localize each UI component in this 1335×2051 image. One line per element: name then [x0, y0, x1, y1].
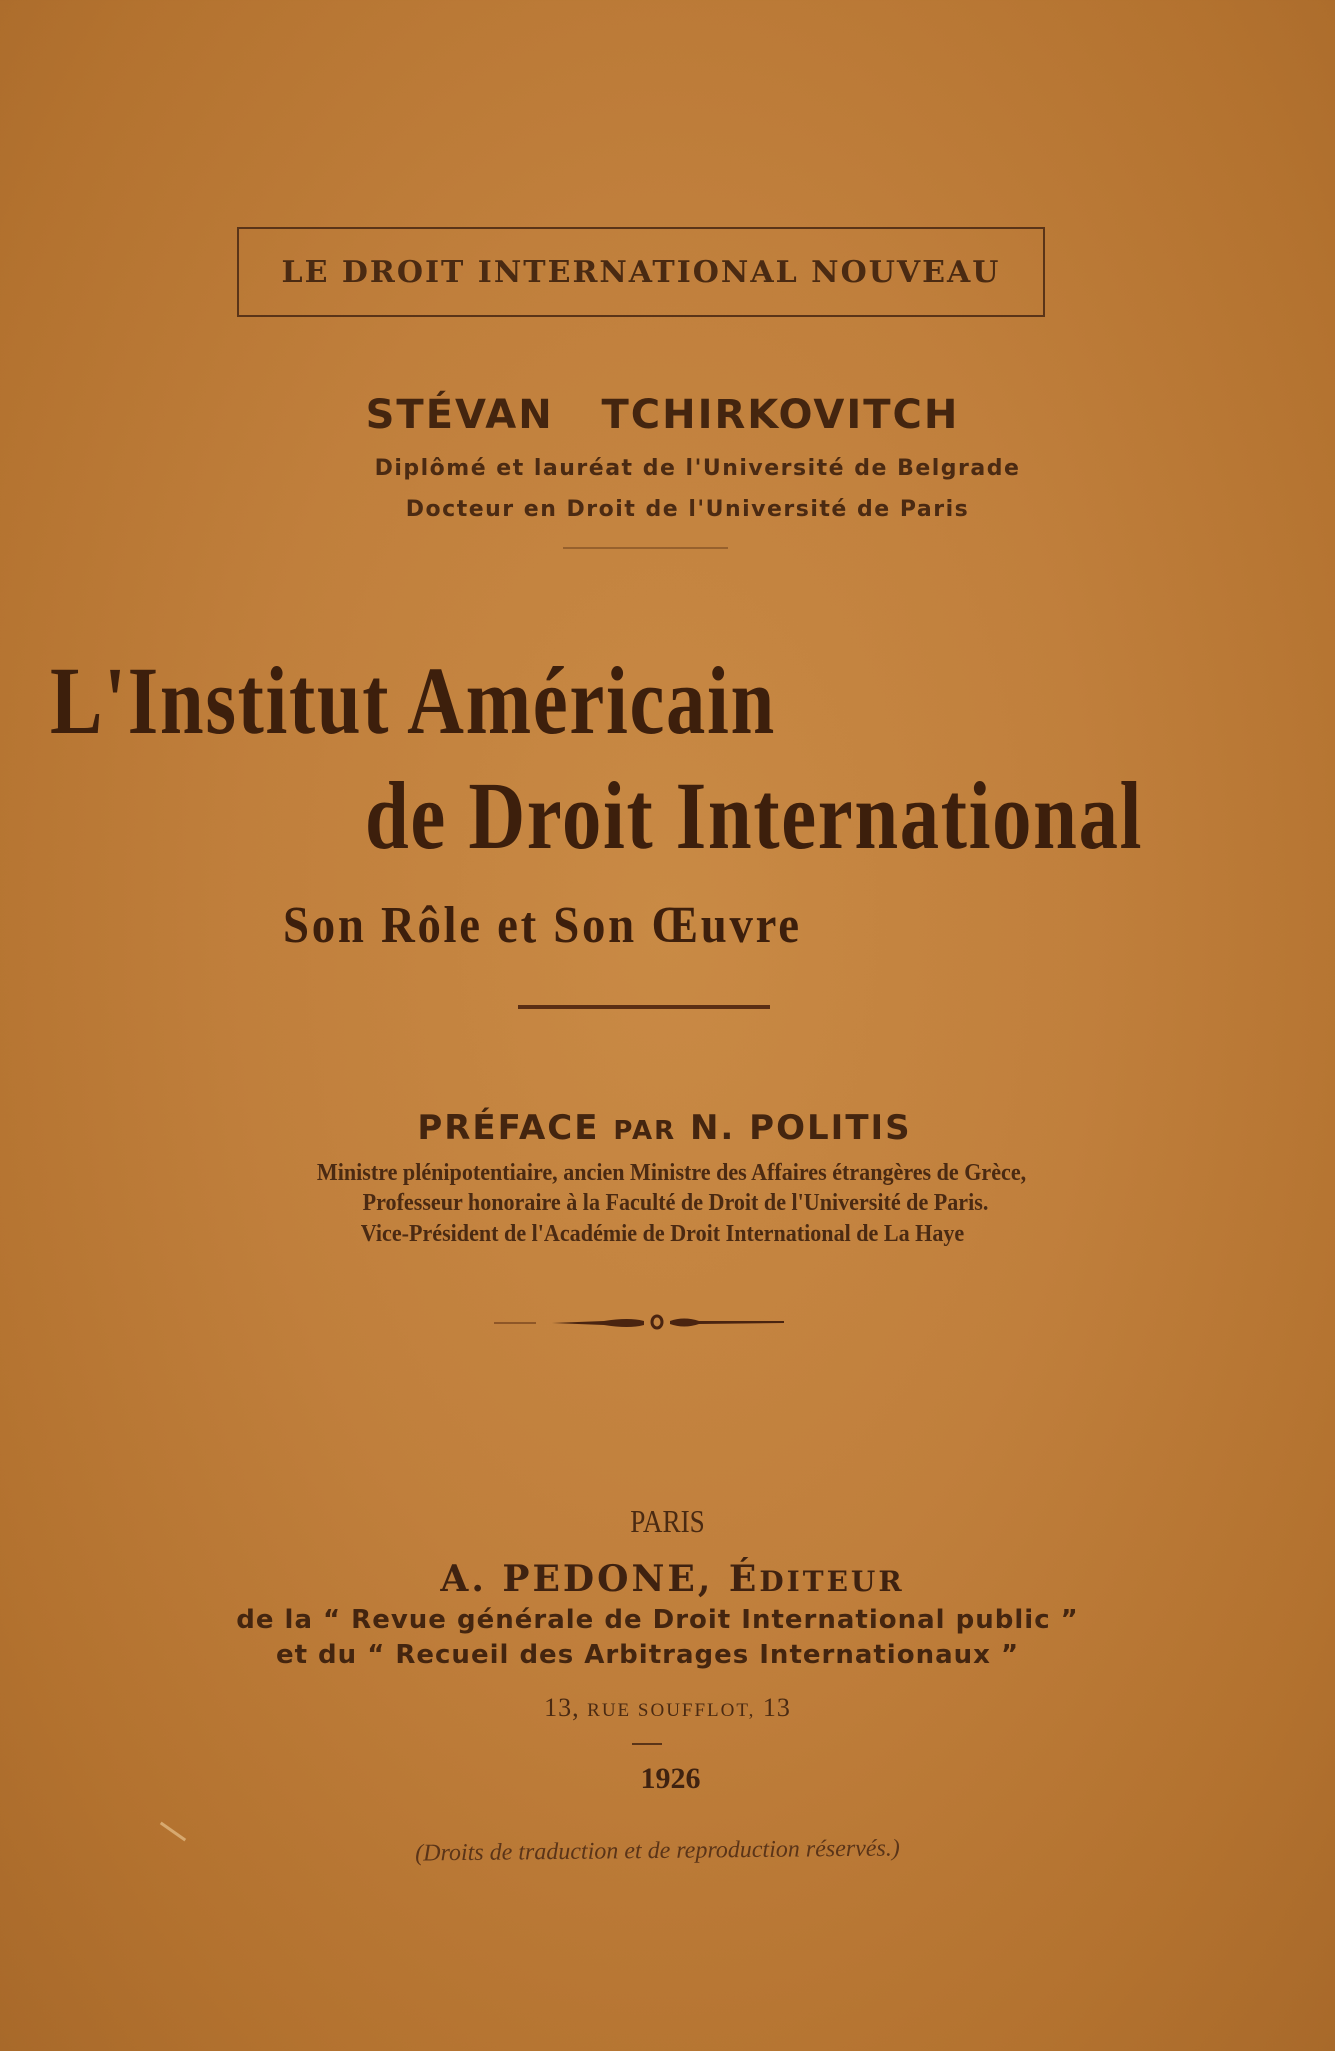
- publisher-address: [0, 1693, 1335, 1723]
- author-name: [0, 392, 1330, 438]
- paper-blemish: [160, 1822, 186, 1842]
- author-credential: Docteur en Droit de l'Université de Paris: [405, 497, 970, 522]
- short-rule-divider: [563, 547, 728, 549]
- author-first-initial: S: [365, 392, 397, 438]
- publication-year: 1926: [640, 1762, 701, 1795]
- publisher-affiliation: de la “ Revue générale de Droit International public ”: [236, 1605, 1079, 1635]
- author-last-name: TCHIRKOVITCH: [601, 392, 960, 438]
- address-number: 13,: [544, 1693, 580, 1722]
- publisher-role-initial: É: [728, 1558, 760, 1600]
- book-title-line-2: de Droit International: [365, 762, 1144, 869]
- series-title: LE DROIT INTERNATIONAL NOUVEAU: [281, 254, 1001, 290]
- preface-author: N. POLITIS: [689, 1108, 912, 1148]
- bold-rule-divider: [518, 1005, 770, 1009]
- book-title-line-1: L'Institut Américain: [50, 647, 776, 754]
- publisher-affiliation: et du “ Recueil des Arbitrages Internationaux ”: [275, 1640, 1020, 1670]
- address-number: 13: [762, 1693, 791, 1722]
- preface-label: PRÉFACE: [417, 1108, 600, 1148]
- preface-par: PAR: [613, 1116, 677, 1146]
- series-banner: [237, 227, 1045, 317]
- author-first-rest: TÉVAN: [396, 392, 554, 438]
- preface-credit: [0, 1108, 1332, 1148]
- tiny-rule-divider: [632, 1743, 662, 1745]
- preface-author-title: Professeur honoraire à la Faculté de Droit de l'Université de Paris.: [362, 1190, 989, 1216]
- fleuron-ornament-icon: [494, 1310, 794, 1334]
- publisher: [5, 1558, 1335, 1600]
- address-street: RUE SOUFFLOT,: [587, 1700, 756, 1721]
- rights-notice: (Droits de traduction et de reproduction réservés.): [415, 1835, 900, 1867]
- preface-author-title: Ministre plénipotentiaire, ancien Ministre des Affaires étrangères de Grèce,: [316, 1160, 1027, 1186]
- preface-author-title: Vice-Président de l'Académie de Droit International de La Haye: [360, 1221, 965, 1247]
- publisher-name: A. PEDONE,: [440, 1558, 714, 1600]
- publication-city: PARIS: [630, 1503, 705, 1539]
- book-subtitle: Son Rôle et Son Œuvre: [283, 897, 802, 954]
- publisher-role-rest: DITEUR: [759, 1565, 905, 1598]
- author-credential: Diplômé et lauréat de l'Université de Belgrade: [374, 456, 1021, 481]
